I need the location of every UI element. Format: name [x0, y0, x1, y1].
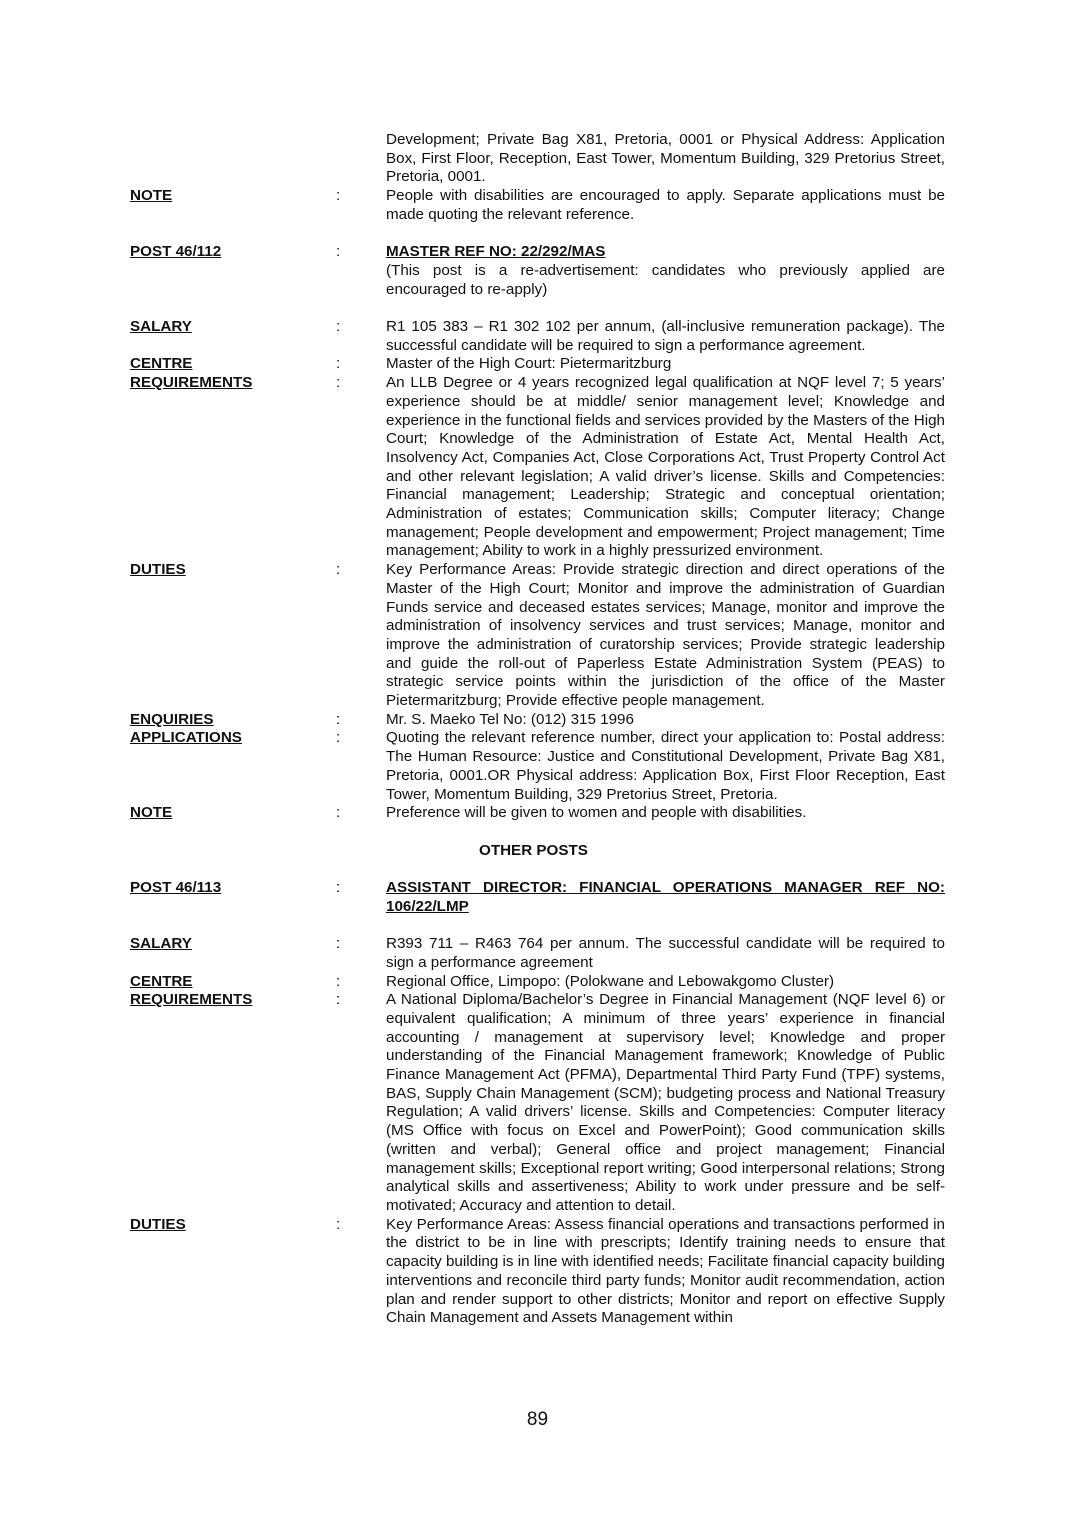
post-subtitle: (This post is a re-advertisement: candidates who previously applied are encouraged to re-apply): [386, 261, 945, 298]
centre-value: Regional Office, Limpopo: (Polokwane and Lebowakgomo Cluster): [386, 972, 835, 990]
duties-value: Key Performance Areas: Assess financial operations and transactions performed in the district to be in line with prescripts; Identify training needs to ensure that capacity building is in line with identified needs; Facilitate financial capacity building interventions and reconcile third party funds; Monitor audit recommendation, action plan and render support to other districts; Monitor and report on effective Supply Chain Management and Assets Management within: [386, 1215, 945, 1327]
enquiries-row: [130, 711, 945, 730]
continuation-row: [130, 131, 945, 187]
duties-row: [130, 561, 945, 711]
requirements-value: A National Diploma/Bachelor’s Degree in Financial Management (NQF level 6) or equivalent qualification; A minimum of three years’ experience in financial accounting / management at supervisory level; Knowledge and proper understanding of the Financial Management framework; Knowledge of Public Finance Management Act (PFMA), Departmental Third Party Fund (TPF) systems, BAS, Supply Chain Management (SCM); budgeting process and National Treasury Regulation; A valid drivers’ license. Skills and Competencies: Computer literacy (MS Office with focus on Excel and PowerPoint); Good communication skills (written and verbal); General office and project management; Financial management skills; Exceptional report writing; Good interpersonal relations; Strong analytical skills and assertiveness; Ability to work under pressure and be self-motivated; Accuracy and attention to detail.: [386, 991, 945, 1214]
requirements-value: An LLB Degree or 4 years recognized legal qualification at NQF level 7; 5 years’ experience should be at middle/ senior management level; Knowledge and experience in the functional fields and services provided by the Masters of the High Court; Knowledge of the Administration of Estate Act, Mental Health Act, Insolvency Act, Companies Act, Close Corporations Act, Trust Property Control Act and other relevant legislation; A valid driver’s license. Skills and Competencies: Financial management; Leadership; Strategic and conceptual orientation; Administration of estates; Communication skills; Computer literacy; Change management; People development and empowerment; Project management; Time management; Ability to work in a highly pressurized environment.: [386, 374, 945, 560]
colon: :: [336, 187, 341, 205]
requirements-label: REQUIREMENTS: [130, 991, 253, 1009]
centre-row: [130, 973, 945, 992]
post-label: POST 46/112: [130, 243, 222, 261]
post-label: POST 46/113: [130, 879, 222, 897]
post-title: MASTER REF NO: 22/292/MAS: [386, 243, 606, 261]
colon: :: [336, 804, 341, 822]
centre-value: Master of the High Court: Pietermaritzburg: [386, 355, 672, 373]
requirements-label: REQUIREMENTS: [130, 374, 253, 392]
colon: :: [336, 972, 341, 990]
post-row: [130, 879, 945, 916]
salary-label: SALARY: [130, 318, 192, 335]
page-number: 89: [526, 1409, 549, 1430]
colon: :: [336, 991, 341, 1009]
applications-label: APPLICATIONS: [130, 729, 242, 747]
salary-value: R393 711 – R463 764 per annum. The successful candidate will be required to sign a performance agreement: [386, 935, 945, 971]
note-label: NOTE: [130, 804, 173, 822]
duties-label: DUTIES: [130, 561, 186, 579]
colon: :: [336, 879, 341, 897]
continuation-text: Development; Private Bag X81, Pretoria, 0001 or Physical Address: Application Box, First Floor, Reception, East Tower, Momentum Building, 329 Pretorius Street, Pretoria, 0001.: [386, 131, 945, 186]
colon: :: [336, 243, 341, 261]
enquiries-value: Mr. S. Maeko Tel No: (012) 315 1996: [386, 710, 634, 728]
duties-row: [130, 1216, 945, 1328]
centre-label: CENTRE: [130, 972, 193, 990]
post-title: ASSISTANT DIRECTOR: FINANCIAL OPERATIONS MANAGER REF NO: 106/22/LMP: [386, 879, 945, 915]
applications-row: [130, 729, 945, 804]
colon: :: [336, 561, 341, 579]
note-value: People with disabilities are encouraged to apply. Separate applications must be made quoting the relevant reference.: [386, 187, 945, 223]
salary-row: [130, 935, 945, 972]
colon: :: [336, 935, 341, 953]
requirements-row: [130, 374, 945, 561]
requirements-row: [130, 991, 945, 1215]
document-body: [130, 131, 945, 1328]
post-row: [130, 243, 945, 299]
note-label: NOTE: [130, 187, 173, 205]
section-heading: OTHER POSTS: [479, 841, 588, 859]
salary-row: [130, 318, 945, 355]
colon: :: [336, 1215, 341, 1233]
centre-row: [130, 355, 945, 374]
applications-value: Quoting the relevant reference number, direct your application to: Postal address: The Human Resource: Justice and Constitutional Development, Private Bag X81, Pretoria, 0001.OR Physical address: Application Box, First Floor Reception, East Tower, Momentum Building, 329 Pretorius Street, Pretoria.: [386, 729, 945, 803]
colon: :: [336, 355, 341, 373]
note-row: [130, 804, 945, 823]
colon: :: [336, 374, 341, 392]
note-row: [130, 187, 945, 224]
colon: :: [336, 729, 341, 747]
colon: :: [336, 318, 341, 335]
salary-value: R1 105 383 – R1 302 102 per annum, (all-inclusive remuneration package). The successful candidate will be required to sign a performance agreement.: [386, 318, 945, 354]
enquiries-label: ENQUIRIES: [130, 710, 214, 728]
centre-label: CENTRE: [130, 355, 193, 373]
note-value: Preference will be given to women and people with disabilities.: [386, 804, 807, 822]
duties-value: Key Performance Areas: Provide strategic direction and direct operations of the Master of the High Court; Monitor and improve the administration of Guardian Funds service and deceased estates services; Manage, monitor and improve the administration of insolvency services and trust services; Manage, monitor and improve the administration of curatorship services; Provide strategic leadership and guide the roll-out of Paperless Estate Administration System (PEAS) to strategic service points within the jurisdiction of the office of the Master Pietermaritzburg; Provide effective people management.: [386, 561, 945, 710]
salary-label: SALARY: [130, 935, 192, 953]
duties-label: DUTIES: [130, 1215, 186, 1233]
colon: :: [336, 710, 341, 728]
